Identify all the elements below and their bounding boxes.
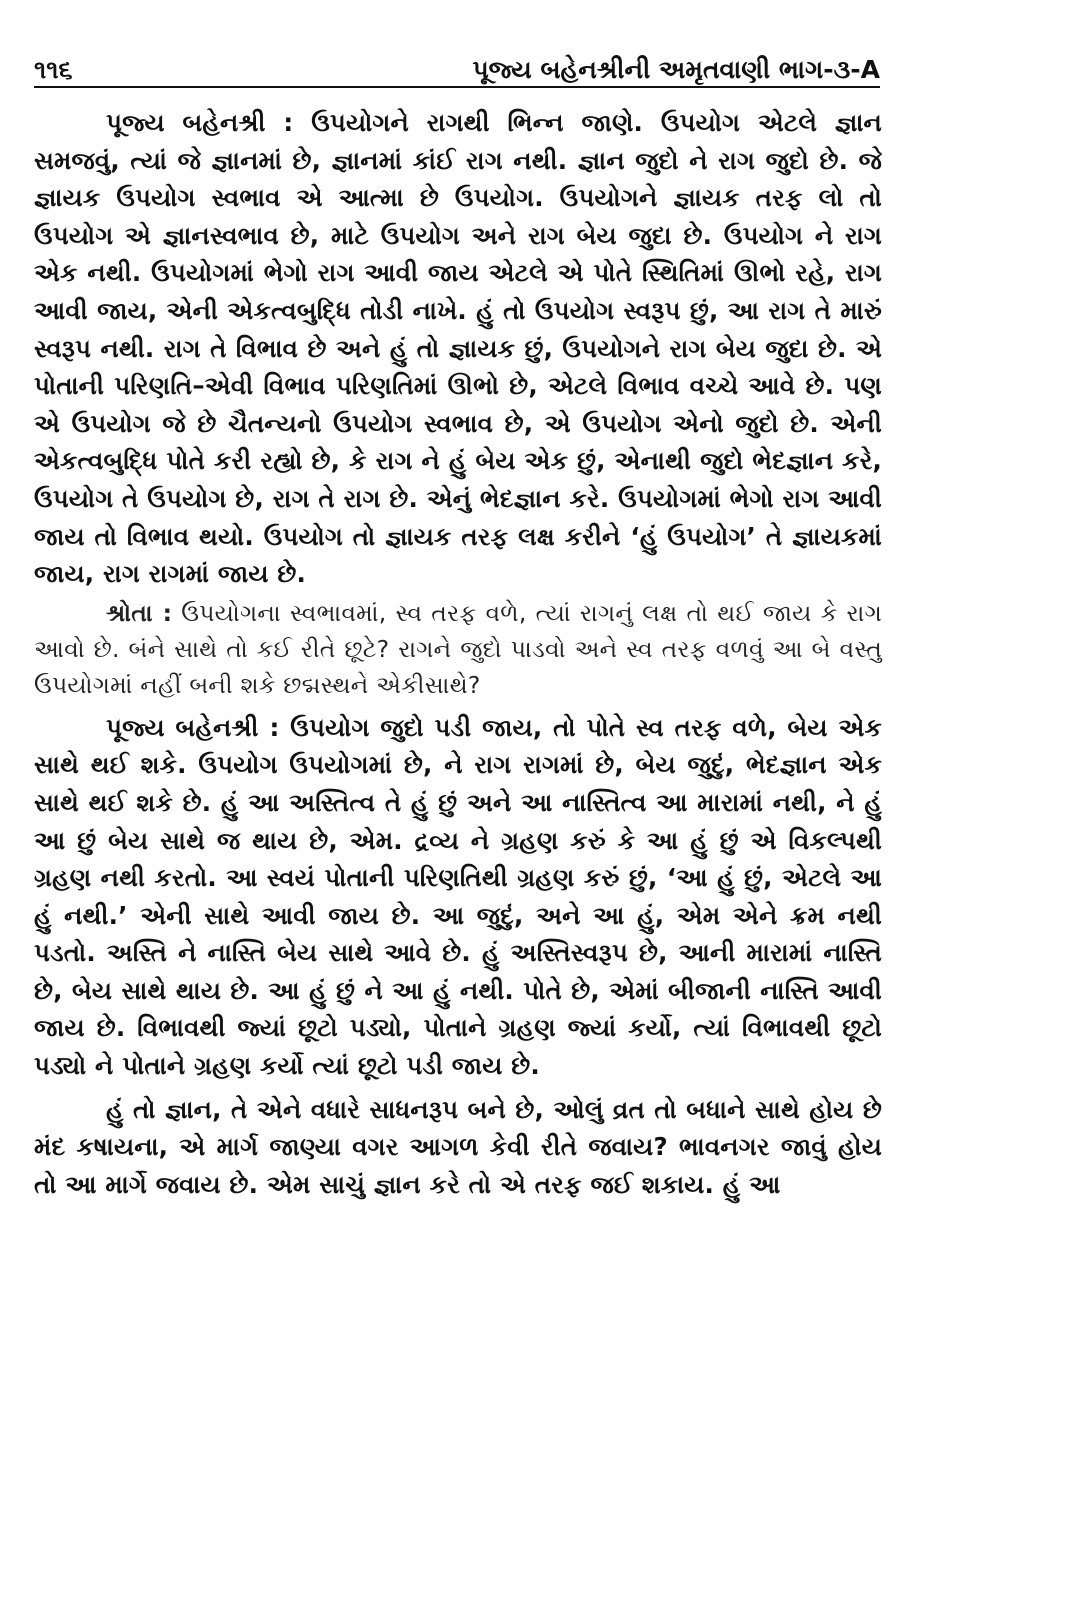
paragraph-text: ઉપયોગના સ્વભાવમાં, સ્વ તરફ વળે, ત્યાં રાગનું લક્ષ તો થઈ જાય કે રાગ આવો છે. બંને સાથે તો કઈ રીતે છૂટે? રાગને જુદો પાડવો અને સ્વ તરફ વળવું આ બે વસ્તુ ઉપયોગમાં નહીં બની શકે છદ્મસ્થને એકીસાથે? [34,598,882,699]
paragraph-1 [34,104,882,593]
paragraph-text: હું તો જ્ઞાન, તે એને વધારે સાધનરૂપ બને છે, ઓલું વ્રત તો બધાને સાથે હોય છે મંદ કષાયના, એ માર્ગ જાણ્યા વગર આગળ કેવી રીતે જવાય? ભાવનગર જાવું હોય તો આ માર્ગે જવાય છે. એમ સાચું જ્ઞાન કરે તો એ તરફ જઈ શકાય. હું આ [34,1094,882,1199]
speaker-label: શ્રોતા : [106,598,173,627]
running-title: પૂજ્ય બહેનશ્રીની અમૃતવાણી ભાગ-૩-A [472,55,880,84]
paragraph-text: ઉપયોગને રાગથી ભિન્ન જાણે. ઉપયોગ એટલે જ્ઞાન સમજવું, ત્યાં જે જ્ઞાનમાં છે, જ્ઞાનમાં કાંઈ રાગ નથી. જ્ઞાન જુદો ને રાગ જુદો છે. જે જ્ઞાયક ઉપયોગ સ્વભાવ એ આત્મા છે ઉપયોગ. ઉપયોગને જ્ઞાયક તરફ લો તો ઉપયોગ એ જ્ઞાનસ્વભાવ છે, માટે ઉપયોગ અને રાગ બેય જુદા છે. ઉપયોગ ને રાગ એક નથી. ઉપયોગમાં ભેગો રાગ આવી જાય એટલે એ પોતે સ્થિતિમાં ઊભો રહે, રાગ આવી જાય, એની એકત્વબુદ્ધિ તોડી નાખે. હું તો ઉપયોગ સ્વરૂપ છું, આ રાગ તે મારું સ્વરૂપ નથી. રાગ તે વિભાવ છે અને હું તો જ્ઞાયક છું, ઉપયોગને રાગ બેય જુદા છે. એ પોતાની પરિણતિ–એવી વિભાવ પરિણતિમાં ઊભો છે, એટલે વિભાવ વચ્ચે આવે છે. પણ એ ઉપયોગ જે છે ચૈતન્યનો ઉપયોગ સ્વભાવ છે, એ ઉપયોગ એનો જુદો છે. એની એકત્વબુદ્ધિ પોતે કરી રહ્યો છે, કે રાગ ને હું બેય એક છું, એનાથી જુદો ભેદજ્ઞાન કરે, ઉપયોગ તે ઉપયોગ છે, રાગ તે રાગ છે. એનું ભેદજ્ઞાન કરે. ઉપયોગમાં ભેગો રાગ આવી જાય તો વિભાવ થયો. ઉપયોગ તો જ્ઞાયક તરફ લક્ષ કરીને ‘હું ઉપયોગ’ તે જ્ઞાયકમાં જાય, રાગ રાગમાં જાય છે. [34,108,882,589]
running-header [34,44,880,86]
page-body [34,104,882,1203]
paragraph-text: ઉપયોગ જુદો પડી જાય, તો પોતે સ્વ તરફ વળે, બેય એક સાથે થઈ શકે. ઉપયોગ ઉપયોગમાં છે, ને રાગ રાગમાં છે, બેય જુદું, ભેદજ્ઞાન એક સાથે થઈ શકે છે. હું આ અસ્તિત્વ તે હું છું અને આ નાસ્તિત્વ આ મારામાં નથી, ને હું આ છું બેય સાથે જ થાય છે, એમ. દ્રવ્ય ને ગ્રહણ કરું કે આ હું છું એ વિકલ્પથી ગ્રહણ નથી કરતો. આ સ્વયં પોતાની પરિણતિથી ગ્રહણ કરું છું, ‘આ હું છું, એટલે આ હું નથી.’ એની સાથે આવી જાય છે. આ જુદું, અને આ હું, એમ એને ક્રમ નથી પડતો. અસ્તિ ને નાસ્તિ બેય સાથે આવે છે. હું અસ્તિસ્વરૂપ છે, આની મારામાં નાસ્તિ છે, બેય સાથે થાય છે. આ હું છું ને આ હું નથી. પોતે છે, એમાં બીજાની નાસ્તિ આવી જાય છે. વિભાવથી જ્યાં છૂટો પડ્યો, પોતાને ગ્રહણ જ્યાં કર્યો, ત્યાં વિભાવથી છૂટો પડ્યો ને પોતાને ગ્રહણ કર્યો ત્યાં છૂટો પડી જાય છે. [34,712,882,1081]
header-divider [34,86,880,88]
page-number: ૧૧૬ [34,55,73,84]
speaker-label: પૂજ્ય બહેનશ્રી : [106,108,294,137]
paragraph-4 [34,1091,882,1204]
paragraph-2 [34,595,882,703]
speaker-label: પૂજ્ય બહેનશ્રી : [106,712,280,742]
paragraph-3 [34,709,882,1085]
